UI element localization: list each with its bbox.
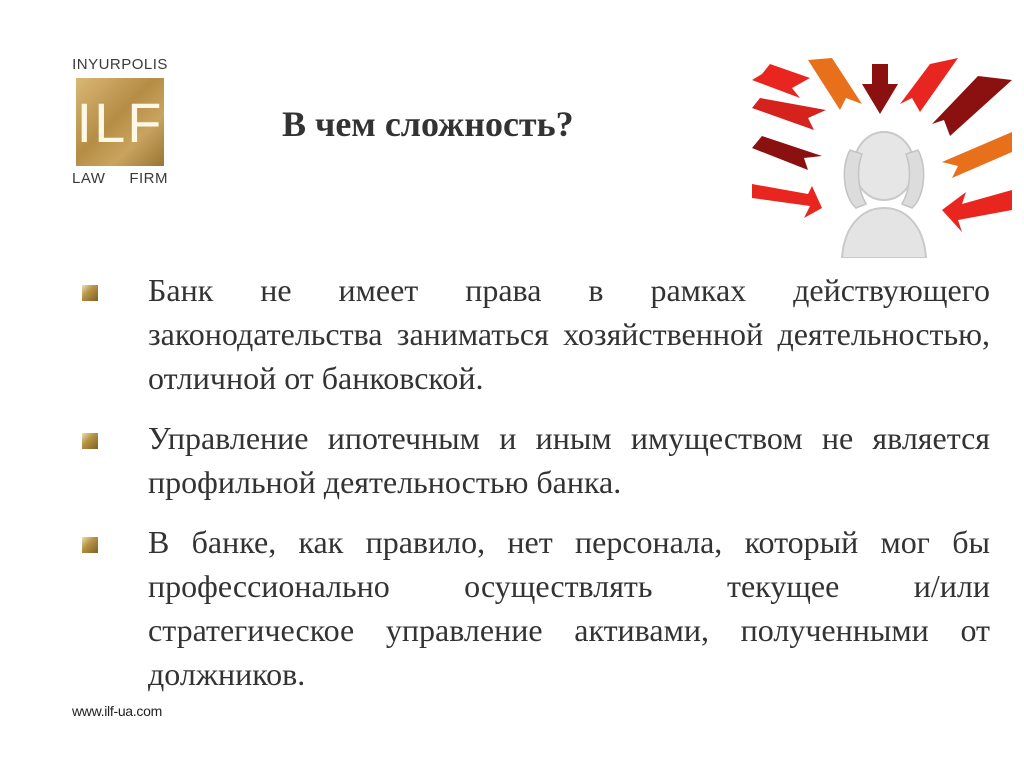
list-item — [82, 520, 990, 696]
arrow-icon — [752, 136, 822, 170]
arrow-icon — [862, 64, 898, 114]
logo-company-name: INYURPOLIS — [72, 56, 168, 73]
arrow-icon — [932, 76, 1012, 136]
arrow-icon — [752, 184, 822, 218]
list-item — [82, 268, 990, 400]
logo-tagline: LAW FIRM — [72, 170, 168, 187]
arrow-icon — [752, 98, 826, 130]
bullet-square-icon — [82, 433, 98, 449]
website-url: www.ilf-ua.com — [72, 703, 162, 719]
arrow-icon — [900, 58, 958, 112]
bullet-text: Банк не имеет права в рамках действующего законодательства заниматься хозяйственной деятельностью, отличной от банковской. — [148, 272, 990, 396]
bullet-list — [82, 268, 990, 712]
arrow-icon — [942, 132, 1012, 178]
slide-title: В чем сложность? — [282, 104, 574, 144]
logo-gold-box — [76, 78, 164, 166]
bullet-square-icon — [82, 285, 98, 301]
bullet-square-icon — [82, 537, 98, 553]
arrow-icon — [752, 64, 810, 98]
list-item — [82, 416, 990, 504]
bullet-text: Управление ипотечным и иным имуществом не является профильной деятельностью банка. — [148, 420, 990, 500]
stressed-person-arrows-icon — [752, 58, 1012, 258]
company-logo — [72, 56, 168, 192]
arrow-icon — [942, 190, 1012, 232]
person-figure — [842, 132, 926, 258]
arrow-icon — [808, 58, 862, 110]
logo-mark: ILF — [76, 90, 164, 154]
bullet-text: В банке, как правило, нет персонала, который мог бы профессионально осуществлять текущее и/или стратегическое управление активами, полученными от должников. — [148, 524, 990, 692]
